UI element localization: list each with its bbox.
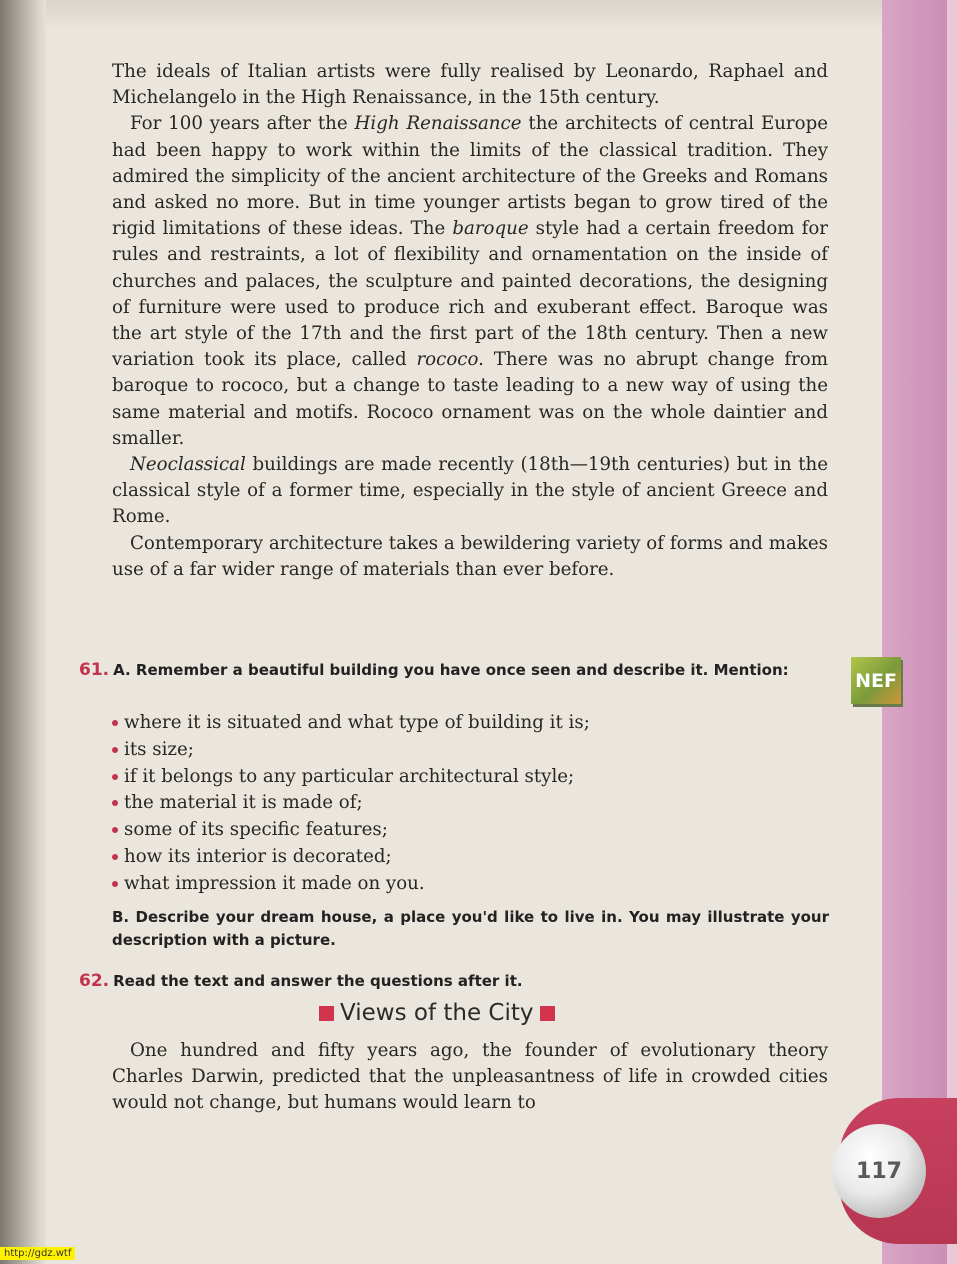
- square-bullet-icon: [540, 1006, 555, 1021]
- list-item: [112, 817, 712, 844]
- nef-badge: NEF: [851, 657, 901, 704]
- exercise-62-number: 62.: [79, 971, 110, 991]
- bullet-icon: [112, 827, 118, 833]
- p3-italic-neoclassical: Neoclassical: [130, 454, 246, 476]
- p2-text-a: For 100 years after the: [130, 113, 355, 135]
- list-item: [112, 871, 712, 898]
- bullet-text: its size;: [124, 738, 194, 760]
- exercise-61: [79, 659, 831, 681]
- p2-text-c: style had a certain freedom for rules and restraints, a lot of flexibility and ornamentation on the inside of churches and palaces, the sculpture and painted decorations, the designing of furniture were used to produce rich and exuberant effect. Baroque was the art style of the 17th and the first part of the 18th century. Then a new variation took its place, called: [112, 218, 828, 371]
- exercise-61-number: 61.: [79, 660, 110, 680]
- bullet-icon: [112, 800, 118, 806]
- bullet-icon: [112, 854, 118, 860]
- exercise-62: [79, 970, 679, 992]
- reading-text: [112, 1038, 828, 1117]
- list-item: [112, 790, 712, 817]
- main-text: [112, 59, 828, 583]
- side-stripe: [882, 0, 957, 1264]
- list-item: [112, 844, 712, 871]
- page-gutter: [0, 0, 46, 1264]
- square-bullet-icon: [319, 1006, 334, 1021]
- paragraph-1: The ideals of Italian artists were fully realised by Leonardo, Raphael and Michelangelo in the High Renaissance, in the 15th century.: [112, 61, 828, 109]
- bullet-text: where it is situated and what type of building it is;: [124, 712, 590, 733]
- p2-text-d: There was no abrupt change from baroque to rococo, but a change to taste leading to a new way of using the same material and motifs. Rococo ornament was on the whole daintier and smaller.: [112, 349, 828, 449]
- p2-italic-rococo: rococo.: [416, 349, 484, 371]
- bullet-text: what impression it made on you.: [124, 872, 425, 894]
- reading-paragraph: One hundred and fifty years ago, the founder of evolutionary theory Charles Darwin, predicted that the unpleasantness of life in crowded cities would not change, but humans would learn to: [112, 1040, 828, 1114]
- bullet-icon: [112, 720, 118, 726]
- page-number: 117: [832, 1124, 926, 1218]
- p2-italic-high-renaissance: High Renaissance: [354, 113, 522, 135]
- p3-text: buildings are made recently (18th—19th centuries) but in the classical style of a former time, especially in the style of ancient Greece and Rome.: [112, 454, 828, 528]
- side-stripe-edge: [947, 0, 957, 1264]
- bullet-icon: [112, 774, 118, 780]
- exercise-62-text: Read the text and answer the questions after it.: [113, 972, 523, 990]
- exercise-61-bullet-list: [112, 710, 712, 898]
- section-title: [313, 1000, 561, 1026]
- paragraph-2: [112, 111, 828, 452]
- list-item: [112, 737, 712, 764]
- bullet-icon: [112, 881, 118, 887]
- paragraph-4: Contemporary architecture takes a bewildering variety of forms and makes use of a far wider range of materials than ever before.: [112, 532, 828, 580]
- bullet-text: some of its specific features;: [124, 819, 388, 841]
- bullet-text: how its interior is decorated;: [124, 845, 392, 867]
- top-shade: [46, 0, 886, 30]
- p2-italic-baroque: baroque: [452, 218, 529, 240]
- source-url[interactable]: http://gdz.wtf: [0, 1247, 75, 1260]
- p2-text-b: the architects of central Europe had been happy to work within the limits of the classical tradition. They admired the simplicity of the ancient architecture of the Greeks and Romans and asked no more. But in time younger artists began to grow tired of the rigid limitations of these ideas. The: [112, 113, 828, 240]
- paragraph-3: [112, 452, 828, 531]
- exercise-61-b: B. Describe your dream house, a place you'd like to live in. You may illustrate your description with a picture.: [112, 908, 829, 949]
- exercise-61-a-text: A. Remember a beautiful building you have once seen and describe it. Mention:: [113, 661, 789, 679]
- list-item: [112, 710, 712, 737]
- section-title-text: Views of the City: [340, 1000, 534, 1026]
- list-item: [112, 764, 712, 791]
- exercise-61-a: [79, 659, 831, 681]
- bullet-icon: [112, 747, 118, 753]
- bullet-text: the material it is made of;: [124, 792, 363, 814]
- bullet-text: if it belongs to any particular architectural style;: [124, 765, 575, 787]
